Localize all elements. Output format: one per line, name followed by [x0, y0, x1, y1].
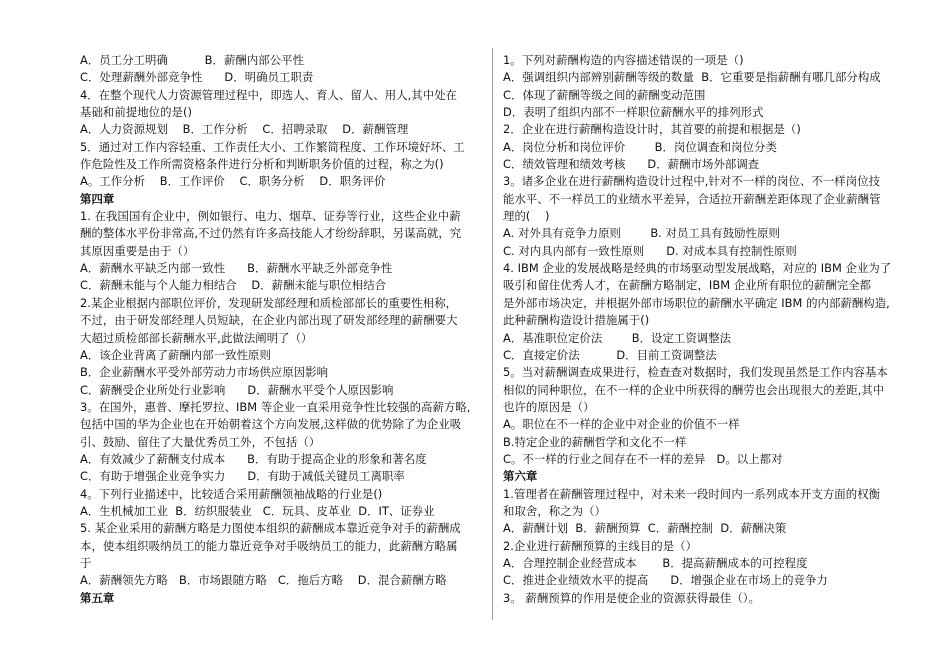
text-line: 4。下列行业描述中，比较适合采用薪酬领袖战略的行业是() — [80, 486, 383, 501]
text-line: 2．企业在进行薪酬构造设计时，其首要的前提和根据是（) — [503, 122, 801, 137]
text-line: 不过，由于研发部经理人员短缺，在企业内部出现了研发部经理的薪酬要大 — [80, 313, 458, 328]
text-line: A．岗位分析和岗位评价 B．岗位调查和岗位分类 — [503, 139, 777, 154]
text-line: 酬的整体水平份非常高,不过仍然有许多高技能人才纷纷辞职，另谋高就，究 — [80, 226, 462, 241]
chapter-heading: 第四章 — [80, 191, 115, 206]
text-line: 吸引和留住优秀人才，在薪酬方略制定，IBM 企业所有职位的薪酬完全都 — [503, 278, 872, 293]
text-line: 1.管理者在薪酬管理过程中，对未来一段时间内一系列成本开支方面的权衡 — [503, 486, 881, 501]
text-line: 大超过质检部部长薪酬水平,此做法阐明了（） — [80, 330, 313, 345]
text-line: 也许的原因是（） — [503, 399, 595, 414]
text-line: 3。 薪酬预算的作用是使企业的资源获得最佳（）。 — [503, 590, 760, 605]
text-line: C．薪酬受企业所处行业影响 D．薪酬水平受个人原因影响 — [80, 382, 394, 397]
text-line: A．员工分工明确 B．薪酬内部公平性 — [80, 53, 305, 67]
text-line: 5. 某企业采用的薪酬方略是力图使本组织的薪酬成本靠近竞争对手的薪酬成 — [80, 521, 461, 536]
left-column — [80, 52, 485, 607]
text-line: 本，使本组织吸纳员工的能力靠近竞争对手吸纳员工的能力，此薪酬方略属 — [80, 538, 458, 553]
text-line: C．直接定价法 D．目前工资调整法 — [503, 347, 717, 362]
text-line: 4. IBM 企业的发展战略是经典的市场驱动型发展战略，对应的 IBM 企业为了 — [503, 261, 892, 276]
column-divider — [492, 48, 493, 620]
text-line: 1. 在我国国有企业中，例如银行、电力、烟草、证券等行业，这些企业中薪 — [80, 209, 461, 224]
text-line: A。职位在不一样的企业中对企业的价值不一样 — [503, 417, 740, 432]
text-line: C．薪酬未能与个人能力相结合 D．薪酬未能与职位相结合 — [80, 278, 387, 293]
text-line: C．处理薪酬外部竞争性 D．明确员工职责 — [80, 70, 314, 85]
text-line: 其原因重要是由于（） — [80, 243, 195, 258]
text-line: C。不一样的行业之间存在不一样的差异 D。以上都对 — [503, 451, 783, 466]
text-line: C．绩效管理和绩效考核 D．薪酬市场外部调查 — [503, 157, 760, 172]
text-line: A．强调组织内部辨别薪酬等级的数量 B．它重要是指薪酬有哪几部分构成 — [503, 70, 881, 85]
text-line: 作危险性及工作所需资格条件进行分析和判断职务价值的过程，称之为() — [80, 157, 444, 172]
text-line: 3。诸多企业在进行薪酬构造设计过程中,针对不一样的岗位、不一样岗位技 — [503, 174, 881, 189]
text-line: A。工作分析 B．工作评价 C．职务分析 D．职务评价 — [80, 174, 386, 189]
chapter-heading: 第六章 — [503, 469, 538, 484]
text-line: 于 — [80, 555, 92, 570]
text-line: C．推进企业绩效水平的提高 D．增强企业在市场上的竞争力 — [503, 573, 828, 588]
text-line: 理的( ) — [503, 209, 550, 224]
text-line: 相似的同种职位，在不一样的企业中所获得的酬劳也会出现很大的差距,其中 — [503, 382, 885, 397]
text-line: B.特定企业的薪酬哲学和文化不一样 — [503, 434, 687, 449]
text-line: 5．通过对工作内容轻重、工作责任大小、工作繁简程度、工作环境好坏、工 — [80, 139, 465, 154]
text-line: 是外部市场决定，并根据外部市场职位的薪酬水平确定 IBM 的内部薪酬构造, — [503, 295, 890, 310]
text-line: A．生机械加工业 B．纺织服装业 C．玩具、皮革业 D．IT、证券业 — [80, 503, 435, 518]
chapter-heading: 第五章 — [80, 590, 115, 605]
text-line: 基础和前提地位的是() — [80, 105, 192, 120]
text-line: C. 对内具内部有一致性原则 D. 对成本具有控制性原则 — [503, 243, 797, 258]
text-line: A．基准职位定价法 B．设定工资调整法 — [503, 330, 732, 345]
text-line: A．该企业背离了薪酬内部一致性原则 — [80, 347, 271, 362]
text-line: C．有助于增强企业竞争实力 D．有助于减低关键员工离职率 — [80, 469, 405, 484]
text-line: B．企业薪酬水平受外部劳动力市场供应原因影响 — [80, 365, 329, 380]
text-line: 3。在国外，惠普、摩托罗拉、IBM 等企业一直采用竞争性比较强的高薪方略, — [80, 399, 471, 414]
text-line: 此种薪酬构造设计措施属于() — [503, 313, 650, 328]
text-line: C．体现了薪酬等级之间的薪酬变动范围 — [503, 87, 706, 102]
text-line: 2.某企业根据内部职位评价，发现研发部经理和质检部部长的重要性相称， — [80, 295, 458, 310]
text-line: A．有效减少了薪酬支付成本 B．有助于提高企业的形象和著名度 — [80, 451, 427, 466]
text-line: 和取舍，称之为（） — [503, 503, 606, 518]
right-column — [503, 52, 908, 607]
text-line: 2.企业进行薪酬预算的主线目的是（） — [503, 538, 698, 553]
text-line: A．薪酬领先方略 B．市场跟随方略 C．拖后方略 D．混合薪酬方略 — [80, 573, 447, 588]
text-line: A．合理控制企业经营成本 B．提高薪酬成本的可控程度 — [503, 555, 808, 570]
text-line: 能水平、不一样员工的业绩水平差异，合适拉开薪酬差距体现了企业薪酬管 — [503, 191, 881, 206]
text-line: A．薪酬水平缺乏内部一致性 B．薪酬水平缺乏外部竞争性 — [80, 261, 393, 276]
text-line: 1。下列对薪酬构造的内容描述错误的一项是（) — [503, 53, 744, 67]
text-line: 5。当对薪酬调查成果进行，检查查对数据时，我们发现虽然是工作内容基本 — [503, 365, 888, 380]
text-line: 4．在整个现代人力资源管理过程中，即选人、育人、留人、用人,其中处在 — [80, 87, 458, 102]
text-line: D．表明了组织内部不一样职位薪酬水平的排列形式 — [503, 105, 764, 120]
text-line: A. 对外具有竞争力原则 B. 对员工具有鼓励性原则 — [503, 226, 780, 241]
text-line: A．薪酬计划 B．薪酬预算 C．薪酬控制 D．薪酬决策 — [503, 521, 787, 536]
text-line: A．人力资源规划 B．工作分析 C．招聘录取 D．薪酬管理 — [80, 122, 409, 137]
text-line: 引、鼓励、留住了大量优秀员工外，不包括（） — [80, 434, 321, 449]
text-line: 包括中国的华为企业也在开始朝着这个方向发展,这样做的优势除了为企业吸 — [80, 417, 462, 432]
